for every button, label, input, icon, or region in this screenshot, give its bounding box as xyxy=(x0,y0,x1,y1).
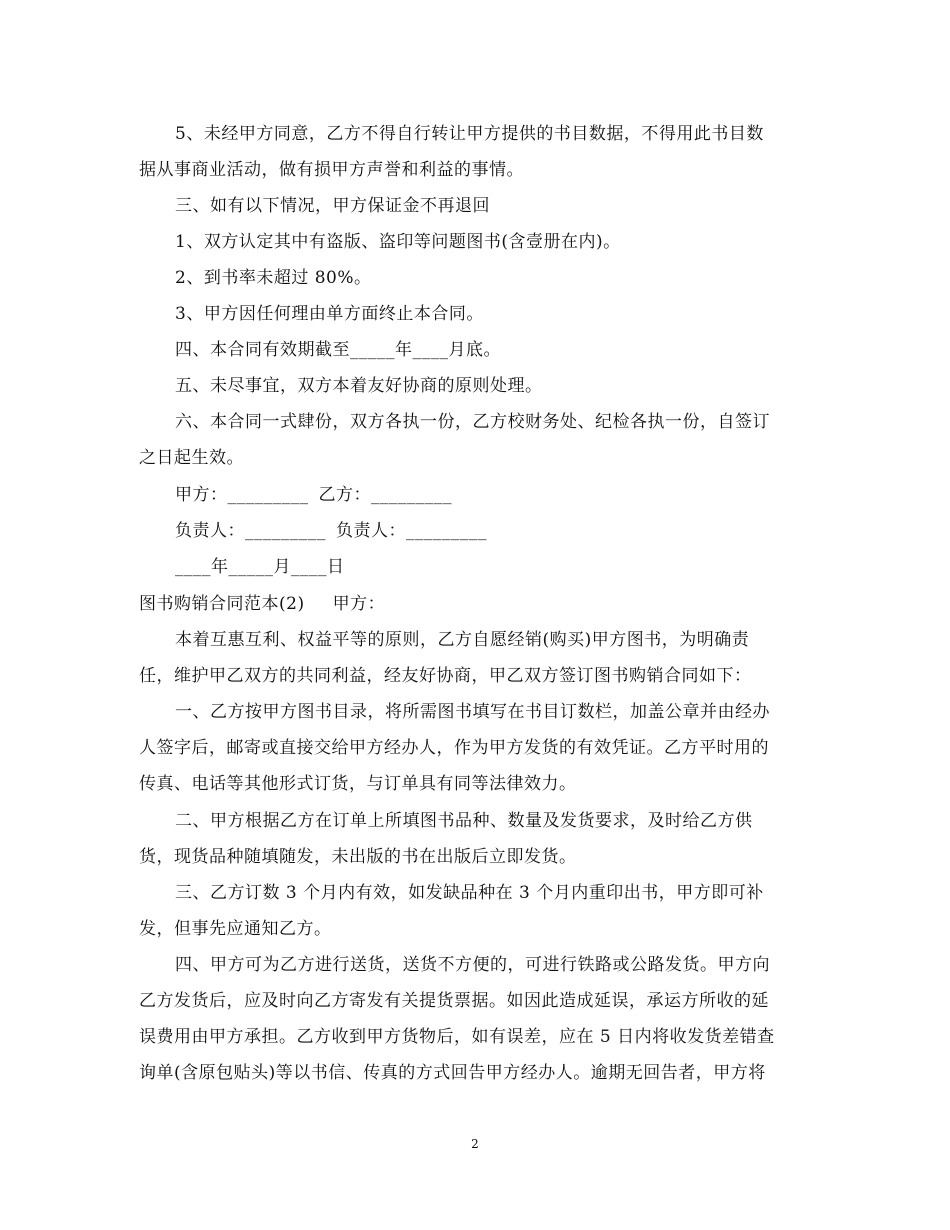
signature-manager-row xyxy=(175,521,855,541)
second-contract-title: 图书购销合同范本(2) xyxy=(139,594,305,614)
second-clause-4-line-4: 询单(含原包贴头)等以书信、传真的方式回告甲方经办人。逾期无回告者，甲方将 xyxy=(139,1063,766,1083)
section-6-line-1: 六、本合同一式肆份，双方各执一份，乙方校财务处、纪检各执一份，自签订 xyxy=(175,412,770,432)
second-contract-heading-row xyxy=(139,594,819,614)
clause-5-line-1: 5、未经甲方同意，乙方不得自行转让甲方提供的书目数据，不得用此书目数 xyxy=(175,124,764,144)
second-clause-1-line-2: 人签字后，邮寄或直接交给甲方经办人，作为甲方发货的有效凭证。乙方平时用的 xyxy=(139,738,769,758)
second-contract-party-a: 甲方： xyxy=(332,594,386,614)
second-intro-line-1: 本着互惠互利、权益平等的原则，乙方自愿经销(购买)甲方图书，为明确责 xyxy=(175,630,750,650)
second-clause-4-line-2: 乙方发货后，应及时向乙方寄发有关提货票据。如因此造成延误，承运方所收的延 xyxy=(139,991,769,1011)
clause-5-line-2: 据从事商业活动，做有损甲方声誉和利益的事情。 xyxy=(139,160,524,180)
party-b-signature: 乙方：_________ xyxy=(318,485,452,505)
section-3-item-2: 2、到书率未超过 80%。 xyxy=(175,268,372,288)
section-3-heading: 三、如有以下情况，甲方保证金不再退回 xyxy=(175,196,490,216)
second-clause-1-line-3: 传真、电话等其他形式订货，与订单具有同等法律效力。 xyxy=(139,774,577,794)
section-3-item-1: 1、双方认定其中有盗版、盗印等问题图书(含壹册在内)。 xyxy=(175,232,621,252)
second-clause-3-line-1: 三、乙方订数 3 个月内有效，如发缺品种在 3 个月内重印出书，甲方即可补 xyxy=(175,883,764,903)
section-4-validity: 四、本合同有效期截至_____年____月底。 xyxy=(175,340,501,360)
second-clause-2-line-2: 货，现货品种随填随发，未出版的书在出版后立即发货。 xyxy=(139,847,577,867)
second-intro-line-2: 任，维护甲乙双方的共同利益，经友好协商，甲乙双方签订图书购销合同如下： xyxy=(139,666,752,686)
party-a-signature: 甲方：_________ xyxy=(175,485,309,505)
second-clause-3-line-2: 发，但事先应通知乙方。 xyxy=(139,919,332,939)
page-number: 2 xyxy=(471,1137,479,1151)
second-clause-4-line-3: 误费用由甲方承担。乙方收到甲方货物后，如有误差，应在 5 日内将收发货差错查 xyxy=(139,1027,775,1047)
manager-b-signature: 负责人：_________ xyxy=(336,521,487,541)
section-5-matters: 五、未尽事宜，双方本着友好协商的原则处理。 xyxy=(175,376,543,396)
second-clause-2-line-1: 二、甲方根据乙方在订单上所填图书品种、数量及发货要求，及时给乙方供 xyxy=(175,811,753,831)
section-3-item-3: 3、甲方因任何理由单方面终止本合同。 xyxy=(175,304,484,324)
signature-party-row xyxy=(175,485,855,505)
second-clause-1-line-1: 一、乙方按甲方图书目录，将所需图书填写在书目订数栏，加盖公章并由经办 xyxy=(175,702,770,722)
section-6-line-2: 之日起生效。 xyxy=(139,448,244,468)
signature-date: ____年_____月____日 xyxy=(175,557,345,577)
manager-a-signature: 负责人：_________ xyxy=(175,521,326,541)
second-clause-4-line-1: 四、甲方可为乙方进行送货，送货不方便的，可进行铁路或公路发货。甲方向 xyxy=(175,955,770,975)
